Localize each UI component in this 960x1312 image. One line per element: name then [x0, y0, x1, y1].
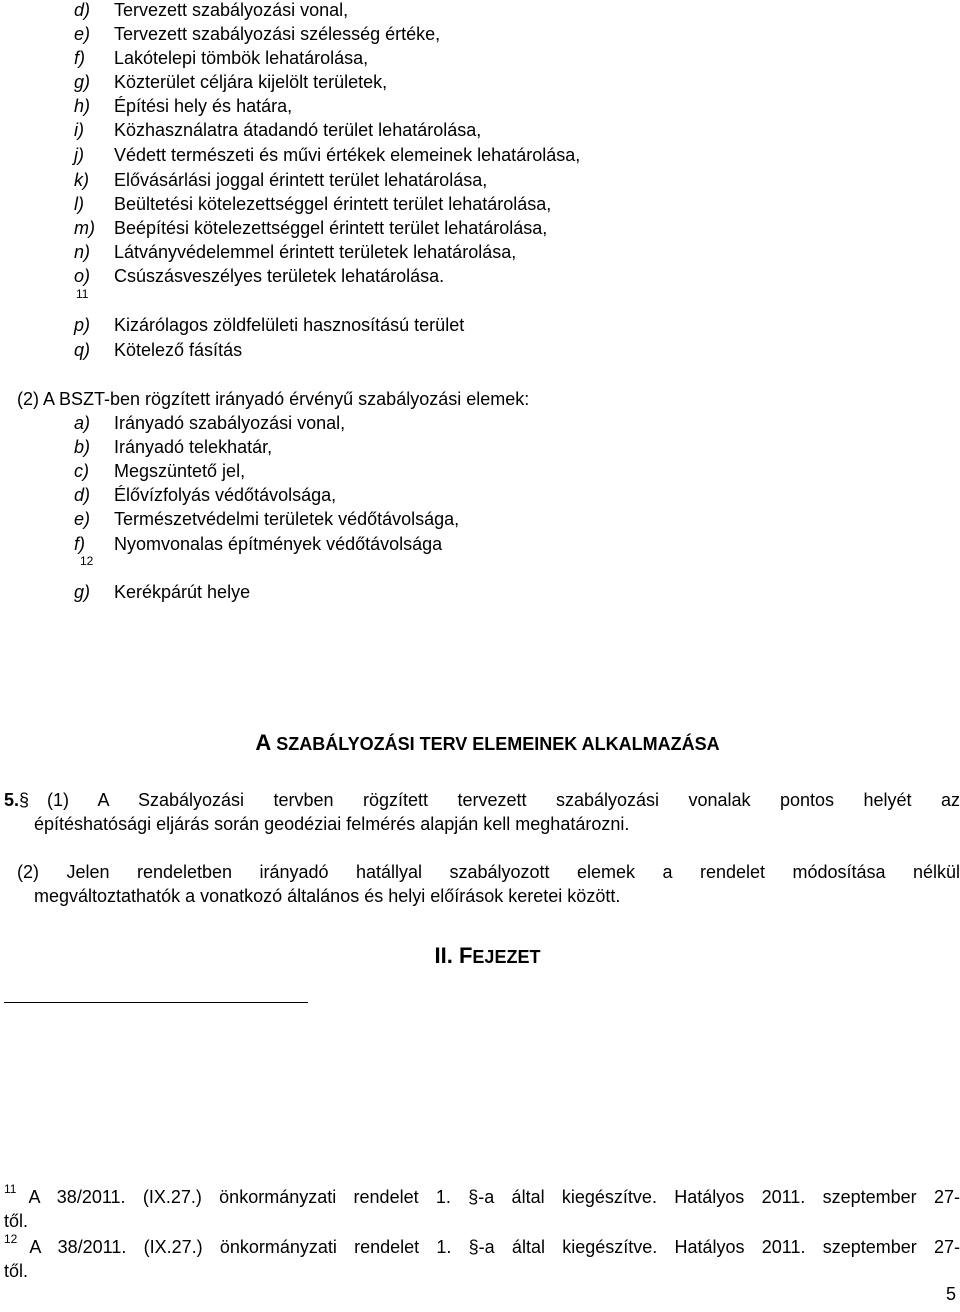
- section-heading: A SZABÁLYOZÁSI TERV ELEMEINEK ALKALMAZÁSA: [255, 730, 720, 755]
- footnote-11: $^{11}$ A 38/2011. (IX.27.) önkormányzati rendelet 1. §-a által kiegészítve. Hatályos 2011. szeptember 27- től.: [4, 1182, 960, 1231]
- document-page: d) Tervezett szabályozási vonal, e) Tervezett szabályozási szélesség értéke, f) Lakótelepi tömbök lehatárolása, g) Közterület céljára kijelölt területek, h) Építési hely és határa, i) Közhasználatra átadandó terület lehatárolása, j) Védett természeti és művi értékek elemeinek lehatárolása, k) Elővásárlási joggal érintett terület lehatárolása, l) Beültetési kötelezettséggel érintett terület lehatárolása, m) Beépítési kötelezettséggel érintett terület lehatárolása, n) Látványvédelemmel érintett területek lehatárolása, o) Csúszásveszélyes területek lehatárolása. 11 p) Kizárólagos zöldfelületi hasznosítású terület q) Kötelező fásítás (2) A BSZT-ben rögzített irányadó érvényű szabályozási elemek: a) Irányadó szabályozási vonal, b) Irányadó telekhatár, c) Megszüntető jel, d) Élővízfolyás védőtávolsága, e) Természetvédelmi területek védőtávolsága, f) Nyomvonalas építmények védőtávolsága 12 g) Kerékpárút helye A SZABÁLYOZÁSI TERV ELEMEINEK ALKALMAZÁSA 5.§ (1) A Szabályozási tervben rögzített tervezett szabályozási vonalak pontos helyét az építéshatósági eljárás során geodéziai felmérés alapján kell meghatározni. (2) Jelen rendeletben irányadó hatállyal szabályozott elemek a rendelet módosítása nélkül megváltoztathatók a vonatkozó általános és helyi előírások keretei között. II. FEJEZET $^{11}$ A 38/2011. (IX.27.) önkormányzati rendelet 1. §-a által kiegészítve. Hatályos 2011. szeptember 27- től. $^{12}$ A 38/2011. (IX.27.) önkormányzati rendelet 1. §-a által kiegészítve. Hatályos 2011. szeptember 27- től. 5: [0, 0, 960, 1312]
- paragraph-number: 5.§: [4, 790, 30, 810]
- paragraph-6-line-1: (2) Jelen rendeletben irányadó hatállyal szabályozott elemek a rendelet módosítása nélkül: [17, 862, 960, 882]
- paragraph-5-line-1: (1) A Szabályozási tervben rögzített tervezett szabályozási vonalak pontos helyét az: [47, 790, 960, 810]
- section-heading-text: SZABÁLYOZÁSI TERV ELEMEINEK ALKALMAZÁSA: [271, 734, 720, 754]
- footnote-separator: [4, 1002, 308, 1003]
- chapter-heading: II. FEJEZET: [434, 943, 541, 968]
- section-2-intro: (2) A BSZT-ben rögzített irányadó érvényű szabályozási elemek:: [17, 389, 530, 409]
- footnote-reference[interactable]: 12: [80, 554, 94, 568]
- paragraph-5-line-2: építéshatósági eljárás során geodéziai felmérés alapján kell meghatározni.: [34, 814, 630, 834]
- footnote-reference[interactable]: 11: [76, 287, 89, 301]
- footnote-12: $^{12}$ A 38/2011. (IX.27.) önkormányzati rendelet 1. §-a által kiegészítve. Hatályos 2011. szeptember 27- től.: [4, 1232, 960, 1281]
- paragraph-6-line-2: megváltoztathatók a vonatkozó általános és helyi előírások keretei között.: [34, 886, 621, 906]
- page-number: 5: [945, 1284, 956, 1304]
